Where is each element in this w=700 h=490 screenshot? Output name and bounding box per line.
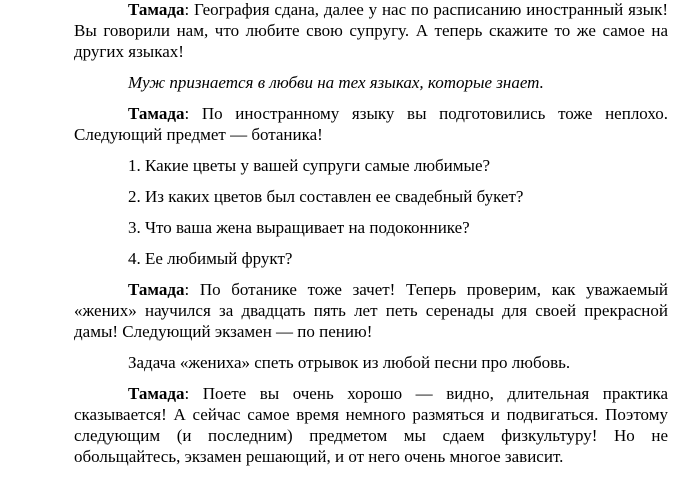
speaker-name: Тамада [128, 384, 185, 403]
speaker-name: Тамада [128, 0, 185, 19]
paragraph-8 [74, 279, 668, 342]
speaker-name: Тамада [128, 280, 185, 299]
stage-direction: Муж признается в любви на тех языках, которые знает. [128, 73, 544, 92]
task-paragraph: Задача «жениха» спеть отрывок из любой песни про любовь. [128, 353, 571, 372]
speech-text: : По ботанике тоже зачет! Теперь проверим, как уважаемый «жених» научился за двадцать пять лет петь серенады для своей прекрасной дамы! Следующий экзамен — по пению! [74, 280, 668, 341]
speech-text: : По иностранному языку вы подготовились тоже неплохо. Следующий предмет — ботаника! [74, 104, 668, 144]
paragraph-3 [74, 103, 668, 145]
paragraph-1 [74, 0, 668, 62]
speaker-name: Тамада [128, 104, 185, 123]
list-item: 3. Что ваша жена выращивает на подоконнике? [128, 218, 470, 237]
speech-text: : Поете вы очень хорошо — видно, длительная практика сказывается! А сейчас самое время немного размяться и подвигаться. Поэтому следующим (и последним) предметом мы сдаем физкультуру! Но не обольщайтесь, экзамен решающий, и от него очень многое зависит. [74, 384, 668, 466]
list-item: 2. Из каких цветов был составлен ее свадебный букет? [128, 187, 524, 206]
list-item: 4. Ее любимый фрукт? [128, 249, 293, 268]
paragraph-10 [74, 383, 668, 467]
list-item: 1. Какие цветы у вашей супруги самые любимые? [128, 156, 491, 175]
speech-text: : География сдана, далее у нас по расписанию иностранный язык! Вы говорили нам, что любите свою супругу. А теперь скажите то же самое на других языках! [74, 0, 668, 61]
